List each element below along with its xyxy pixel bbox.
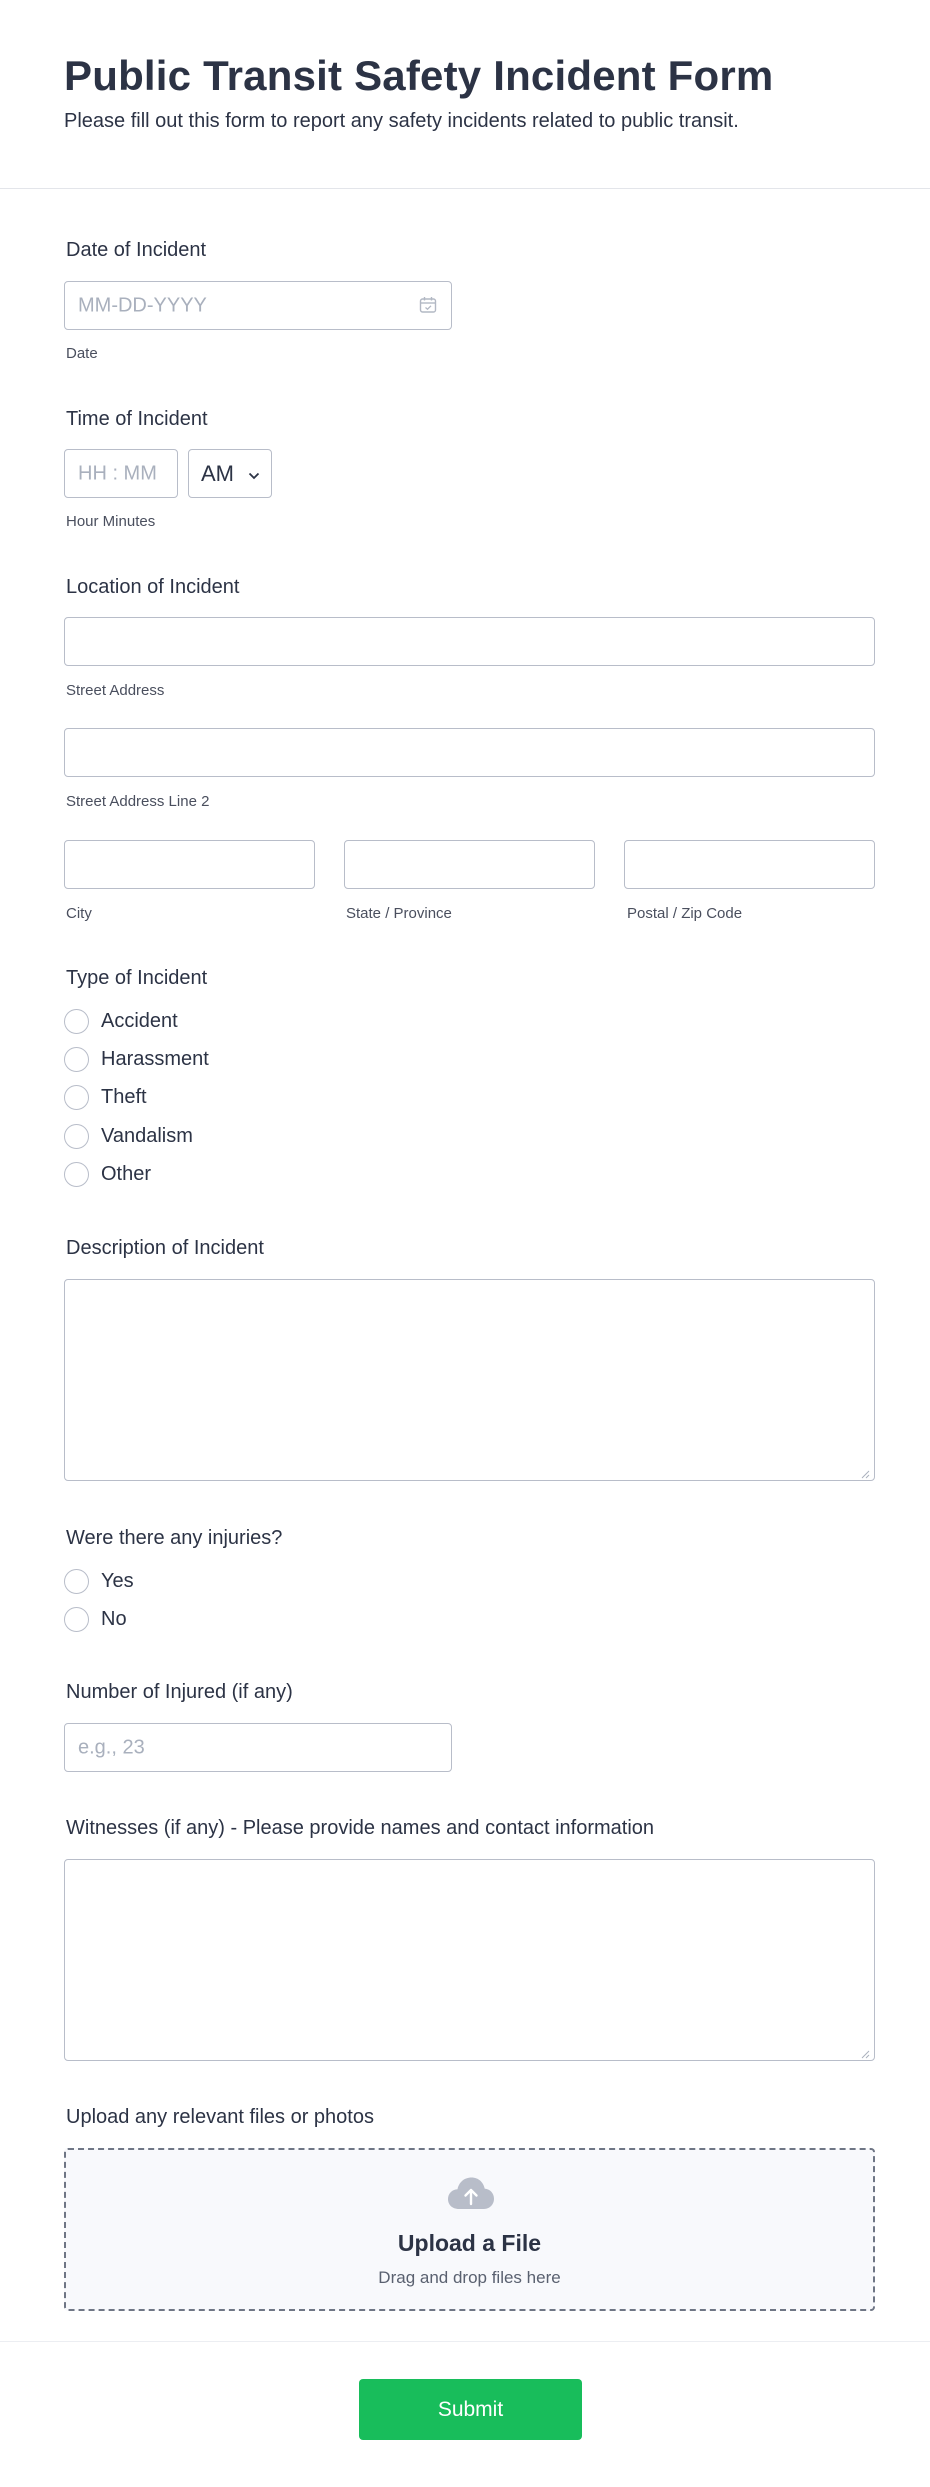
city-sublabel: City <box>66 905 92 922</box>
time-input[interactable] <box>64 449 178 498</box>
radio-button[interactable] <box>64 1085 89 1110</box>
chevron-down-icon <box>248 468 260 478</box>
upload-subtitle: Drag and drop files here <box>378 2268 561 2287</box>
radio-label: Accident <box>101 1009 178 1032</box>
date-label: Date of Incident <box>66 239 207 261</box>
radio-button[interactable] <box>64 1162 89 1187</box>
witnesses-label: Witnesses (if any) - Please provide names and contact information <box>66 1817 655 1839</box>
incident-type-label: Type of Incident <box>66 967 208 989</box>
upload-label: Upload any relevant files or photos <box>66 2106 374 2128</box>
resize-handle-icon[interactable] <box>860 2046 870 2056</box>
injuries-label: Were there any injuries? <box>66 1527 283 1549</box>
radio-button[interactable] <box>64 1124 89 1149</box>
form-title: Public Transit Safety Incident Form <box>64 52 774 99</box>
incident-type-option[interactable] <box>64 1122 193 1150</box>
state-input[interactable] <box>344 840 595 889</box>
location-label: Location of Incident <box>66 576 240 598</box>
radio-label: No <box>101 1607 127 1630</box>
postal-input[interactable] <box>624 840 875 889</box>
radio-button[interactable] <box>64 1607 89 1632</box>
radio-label: Vandalism <box>101 1124 193 1147</box>
footer-divider <box>0 2341 930 2342</box>
city-input[interactable] <box>64 840 315 889</box>
description-label: Description of Incident <box>66 1237 264 1259</box>
date-input[interactable] <box>64 281 452 330</box>
date-placeholder: MM-DD-YYYY <box>78 294 207 316</box>
resize-handle-icon[interactable] <box>860 1466 870 1476</box>
injured-count-placeholder: e.g., 23 <box>78 1736 145 1758</box>
injuries-option[interactable] <box>64 1605 127 1633</box>
file-upload-dropzone[interactable] <box>64 2148 875 2311</box>
submit-button[interactable]: Submit <box>359 2379 582 2440</box>
time-placeholder: HH : MM <box>78 462 157 484</box>
time-sublabel: Hour Minutes <box>66 513 156 530</box>
form-header <box>0 0 930 189</box>
description-textarea[interactable] <box>64 1279 875 1481</box>
ampm-select[interactable] <box>188 449 272 498</box>
injured-count-input[interactable] <box>64 1723 452 1772</box>
radio-button[interactable] <box>64 1009 89 1034</box>
incident-type-option[interactable] <box>64 1045 209 1073</box>
incident-type-option[interactable] <box>64 1083 147 1111</box>
incident-type-option[interactable] <box>64 1007 178 1035</box>
upload-title: Upload a File <box>397 2230 542 2256</box>
radio-label: Harassment <box>101 1047 209 1070</box>
radio-label: Other <box>101 1162 152 1185</box>
radio-button[interactable] <box>64 1047 89 1072</box>
postal-sublabel: Postal / Zip Code <box>627 905 743 922</box>
street-address-line2-input[interactable] <box>64 728 875 777</box>
injuries-option[interactable] <box>64 1567 134 1595</box>
cloud-upload-icon <box>447 2176 495 2210</box>
radio-button[interactable] <box>64 1569 89 1594</box>
street-address-sublabel: Street Address <box>66 682 165 699</box>
incident-type-option[interactable] <box>64 1160 151 1188</box>
form-subtitle: Please fill out this form to report any safety incidents related to public transit. <box>64 110 739 132</box>
witnesses-textarea[interactable] <box>64 1859 875 2061</box>
time-label: Time of Incident <box>66 408 208 430</box>
ampm-value: AM <box>201 460 234 486</box>
street-address-input[interactable] <box>64 617 875 666</box>
state-sublabel: State / Province <box>346 905 452 922</box>
radio-label: Yes <box>101 1569 134 1592</box>
street-address-line2-sublabel: Street Address Line 2 <box>66 793 210 810</box>
date-sublabel: Date <box>66 345 98 362</box>
radio-label: Theft <box>101 1085 147 1108</box>
calendar-icon[interactable] <box>419 296 437 314</box>
injured-count-label: Number of Injured (if any) <box>66 1681 293 1703</box>
